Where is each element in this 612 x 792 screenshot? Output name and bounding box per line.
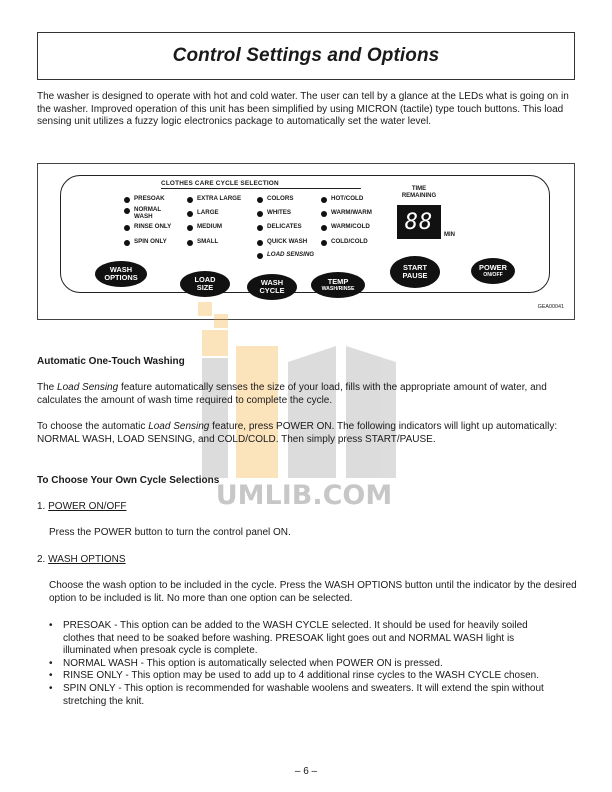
time-display: 88 [397, 205, 441, 239]
step-1-heading: 1. POWER ON/OFF [37, 501, 127, 512]
control-panel [60, 175, 550, 293]
led-dot [321, 211, 327, 217]
figure-code: GEA00041 [537, 304, 564, 310]
indicator-presoak: PRESOAK [124, 196, 165, 203]
list-item: • RINSE ONLY - This option may be used to add up to 4 additional rinse cycles to the WASH CYCLE chosen. [49, 670, 549, 683]
indicator-hot-cold: HOT/COLD [321, 196, 363, 203]
indicator-load-sensing: LOAD SENSING [257, 252, 314, 259]
page-number: – 6 – [294, 766, 318, 777]
led-dot [187, 211, 193, 217]
led-dot [124, 225, 130, 231]
led-dot [321, 225, 327, 231]
panel-heading: CLOTHES CARE CYCLE SELECTION [161, 180, 279, 187]
time-remaining-label: TIME REMAINING [401, 186, 437, 199]
temp-button[interactable]: TEMP WASH/RINSE [311, 272, 365, 298]
indicator-spin-only: SPIN ONLY [124, 239, 167, 246]
auto-paragraph-2: To choose the automatic Load Sensing feature, press POWER ON. The following indicators will light up automatically: NORMAL WASH, LOAD SENSING, and COLD/COLD. Then simply press START/PAUSE. [37, 421, 558, 445]
led-dot [187, 225, 193, 231]
load-size-button[interactable]: LOAD SIZE [180, 271, 230, 297]
led-dot [124, 197, 130, 203]
indicator-colors: COLORS [257, 196, 293, 203]
led-dot [124, 208, 130, 214]
indicator-delicates: DELICATES [257, 224, 302, 231]
led-dot [257, 211, 263, 217]
step-1-text: Press the POWER button to turn the control panel ON. [49, 527, 291, 538]
indicator-warm-warm: WARM/WARM [321, 210, 372, 217]
led-dot [321, 240, 327, 246]
led-dot [187, 240, 193, 246]
indicator-warm-cold: WARM/COLD [321, 224, 370, 231]
title-box [37, 32, 575, 80]
heading-underline [161, 188, 361, 189]
step-2-text: Choose the wash option to be included in the cycle. Press the WASH OPTIONS button until the indicator by the desired option to be included is lit. No more than one option can be selected. [49, 580, 577, 604]
list-item: • PRESOAK - This option can be added to the WASH CYCLE selected. It should be used for heavily soiled clothes that need to be soaked before washing. PRESOAK light goes out and NORMAL WASH light is illuminated when presoak cycle is complete. [49, 620, 549, 658]
indicator-quick-wash: QUICK WASH [257, 239, 307, 246]
watermark-text: UMLIB.COM [215, 480, 393, 510]
intro-paragraph: The washer is designed to operate with hot and cold water. The user can tell by a glance at the LEDs what is going on in the washer. Improved operation of this unit has been simplified by using MICRON (tactile) type touch buttons. This load sensing unit utilizes a fuzzy logic electronics package to automatically set the water level. [37, 91, 569, 128]
wash-options-button[interactable]: WASH OPTIONS [95, 261, 147, 287]
start-pause-button[interactable]: START PAUSE [390, 256, 440, 288]
wash-cycle-button[interactable]: WASH CYCLE [247, 274, 297, 300]
auto-paragraph-1: The Load Sensing feature automatically senses the size of your load, fills with the appropriate amount of water, and calculates the amount of wash time required to complete the cycle. [37, 382, 547, 406]
list-item: • SPIN ONLY - This option is recommended for washable woolens and sweaters. It will extend the spin without stretching the knit. [49, 683, 549, 708]
auto-washing-heading: Automatic One-Touch Washing [37, 356, 185, 367]
led-dot [257, 253, 263, 259]
led-dot [257, 197, 263, 203]
indicator-medium: MEDIUM [187, 224, 222, 231]
wash-options-list [49, 620, 549, 708]
own-selections-heading: To Choose Your Own Cycle Selections [37, 475, 220, 486]
indicator-whites: WHITES [257, 210, 291, 217]
page-title: Control Settings and Options [172, 45, 440, 66]
indicator-rinse-only: RINSE ONLY [124, 224, 171, 231]
min-label: MIN [444, 232, 455, 238]
control-panel-figure [37, 163, 575, 320]
led-dot [257, 240, 263, 246]
indicator-cold-cold: COLD/COLD [321, 239, 368, 246]
led-dot [187, 197, 193, 203]
led-dot [321, 197, 327, 203]
led-dot [257, 225, 263, 231]
indicator-small: SMALL [187, 239, 218, 246]
step-2-heading: 2. WASH OPTIONS [37, 554, 126, 565]
indicator-extra-large: EXTRA LARGE [187, 196, 241, 203]
led-dot [124, 240, 130, 246]
indicator-large: LARGE [187, 210, 219, 217]
indicator-normal-wash: NORMAL WASH [124, 207, 168, 220]
power-button[interactable]: POWER ON/OFF [471, 258, 515, 284]
list-item: • NORMAL WASH - This option is automatically selected when POWER ON is pressed. [49, 658, 549, 671]
